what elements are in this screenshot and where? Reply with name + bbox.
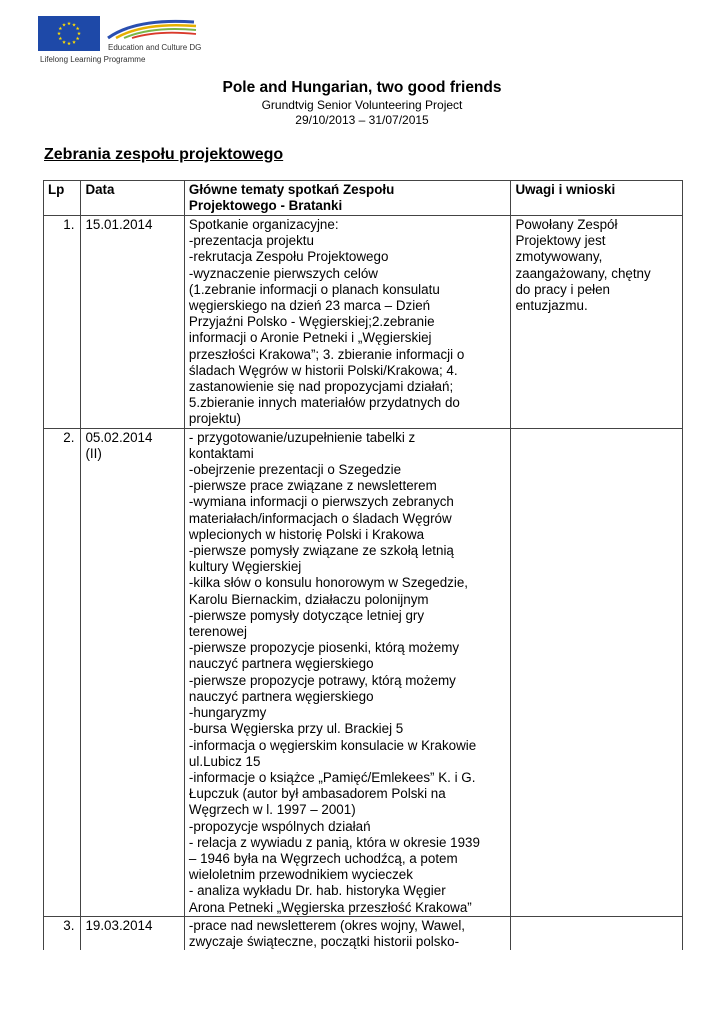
topic-line: -hungaryzmy (188, 705, 267, 721)
eu-star-icon (72, 40, 76, 44)
topic-line: Węgrzech w l. 1997 – 2001) (188, 802, 356, 818)
document-subtitle: Grundtvig Senior Volunteering Project (261, 98, 463, 112)
eu-star-icon (76, 27, 80, 31)
cell-topics (184, 916, 511, 950)
cell-lp: 1. (44, 216, 81, 429)
header-topics (184, 181, 511, 216)
topic-line: Łupczuk (autor był ambasadorem Polski na (188, 786, 446, 802)
eu-star-icon (58, 27, 62, 31)
topic-line: zastanowienie się nad propozycjami działań; (188, 379, 454, 395)
topic-line: -pierwsze propozycje piosenki, którą możemy (188, 640, 460, 656)
topic-line: -pierwsze prace związane z newsletterem (188, 478, 437, 494)
topic-line: terenowej (188, 624, 247, 640)
topic-line: Karolu Biernackim, działaczu polonijnym (188, 591, 429, 607)
meetings-table (43, 180, 683, 950)
eu-star-icon (67, 22, 71, 26)
note-line: Powołany Zespół (515, 217, 618, 232)
cell-topics (184, 216, 511, 429)
topic-line: wplecionych w historię Polski i Krakowa (188, 526, 425, 542)
header-date: Data (81, 181, 184, 216)
cell-lp: 3. (44, 916, 81, 950)
eu-star-icon (67, 42, 71, 46)
topic-line: Przyjaźni Polsko - Węgierskiej;2.zebranie (188, 314, 435, 330)
table-row (44, 428, 683, 916)
note-line: entuzjazmu. (515, 298, 588, 314)
topic-line: śladach Węgrów w historii Polski/Krakowa; 4. (188, 362, 458, 378)
table-row (44, 216, 683, 429)
header-topics-line: Projektowego - Bratanki (188, 198, 343, 214)
topic-line: informacji o Aronie Petneki i „Węgierskiej (188, 330, 432, 346)
topic-line: -wyznaczenie pierwszych celów (188, 265, 378, 281)
topic-line: - analiza wykładu Dr. hab. historyka Węgier (188, 883, 446, 899)
eu-star-icon (77, 32, 81, 36)
cell-notes (511, 216, 683, 429)
topic-line: przeszłości Krakowa”; 3. zbieranie informacji o (188, 346, 465, 362)
topic-line: materiałach/informacjach o śladach Węgrów (188, 510, 452, 526)
note-line: zmotywowany, (515, 249, 603, 265)
cell-topics (184, 428, 511, 916)
dg-label: Education and Culture DG (108, 43, 202, 52)
topic-line: -rekrutacja Zespołu Projektowego (188, 249, 389, 265)
section-title: Zebrania zespołu projektowego (44, 146, 284, 163)
topic-line: -pierwsze propozycje potrawy, którą możemy (188, 672, 456, 688)
topic-line: ul.Lubicz 15 (188, 753, 261, 769)
topic-line: Arona Petneki „Węgierska przeszłość Krakowa” (188, 899, 472, 915)
topic-line: -bursa Węgierska przy ul. Brackiej 5 (188, 721, 404, 737)
topic-line: -informacja o węgierskim konsulacie w Krakowie (188, 737, 477, 753)
date-line: (II) (85, 445, 102, 461)
topic-line: -wymiana informacji o pierwszych zebranych (188, 494, 454, 510)
table-row (44, 916, 683, 950)
topic-line: - relacja z wywiadu z panią, która w okresie 1939 (188, 834, 480, 850)
cell-notes (511, 916, 683, 950)
topic-line: projektu) (188, 411, 242, 427)
eu-star-icon (62, 40, 66, 44)
topic-line: - przygotowanie/uzupełnienie tabelki z (188, 429, 416, 445)
document-period: 29/10/2013 – 31/07/2015 (295, 113, 429, 127)
eu-flag-icon (38, 16, 100, 51)
note-line: Projektowy jest (515, 233, 606, 249)
cell-date (81, 916, 184, 950)
table-body (44, 216, 683, 951)
eu-llp-logo (38, 16, 228, 66)
topic-line: -pierwsze pomysły związane ze szkołą letnią (188, 543, 454, 559)
header-notes: Uwagi i wnioski (511, 181, 683, 216)
eu-star-icon (57, 32, 61, 36)
swoosh-logo-icon (106, 16, 198, 42)
topic-line: -kilka słów o konsulu honorowym w Szegedzie, (188, 575, 469, 591)
topic-line: kontaktami (188, 445, 254, 461)
cell-notes (511, 428, 683, 916)
topic-line: wieloletnim przewodnikiem wycieczek (188, 867, 413, 883)
cell-date (81, 428, 184, 916)
topic-line: – 1946 była na Węgrzech uchodźcą, a potem (188, 850, 458, 866)
eu-star-icon (72, 23, 76, 27)
cell-lp: 2. (44, 428, 81, 916)
date-line: 19.03.2014 (85, 917, 153, 933)
topic-line: kultury Węgierskiej (188, 559, 302, 575)
note-line: zaangażowany, chętny (515, 265, 651, 281)
topic-line: -informacje o książce „Pamięć/Emlekees” K. i G. (188, 769, 476, 785)
date-line: 05.02.2014 (85, 429, 153, 445)
programme-label: Lifelong Learning Programme (40, 55, 146, 64)
topic-line: -prace nad newsletterem (okres wojny, Wawel, (188, 917, 466, 933)
topic-line: 5.zbieranie innych materiałów przydatnych do (188, 395, 460, 411)
topic-line: -obejrzenie prezentacji o Szegedzie (188, 462, 402, 478)
topic-line: Spotkanie organizacyjne: (188, 217, 339, 232)
document-title: Pole and Hungarian, two good friends (222, 79, 502, 96)
topic-line: -pierwsze pomysły dotyczące letniej gry (188, 607, 425, 623)
topic-line: nauczyć partnera węgierskiego (188, 656, 374, 672)
eu-star-icon (58, 37, 62, 41)
note-line: do pracy i pełen (515, 281, 611, 297)
topic-line: (1.zebranie informacji o planach konsulatu (188, 281, 440, 297)
eu-star-icon (62, 23, 66, 27)
topic-line: węgierskiego na dzień 23 marca – Dzień (188, 298, 431, 314)
topic-line: -prezentacja projektu (188, 233, 314, 249)
topic-line: zwyczaje świąteczne, początki historii polsko- (188, 933, 460, 949)
topic-line: nauczyć partnera węgierskiego (188, 688, 374, 704)
table-header-row (44, 181, 683, 216)
eu-star-icon (76, 37, 80, 41)
header-topics-line: Główne tematy spotkań Zespołu (188, 182, 395, 197)
date-line: 15.01.2014 (85, 217, 153, 232)
header-lp: Lp (44, 181, 81, 216)
cell-date (81, 216, 184, 429)
topic-line: -propozycje wspólnych działań (188, 818, 371, 834)
